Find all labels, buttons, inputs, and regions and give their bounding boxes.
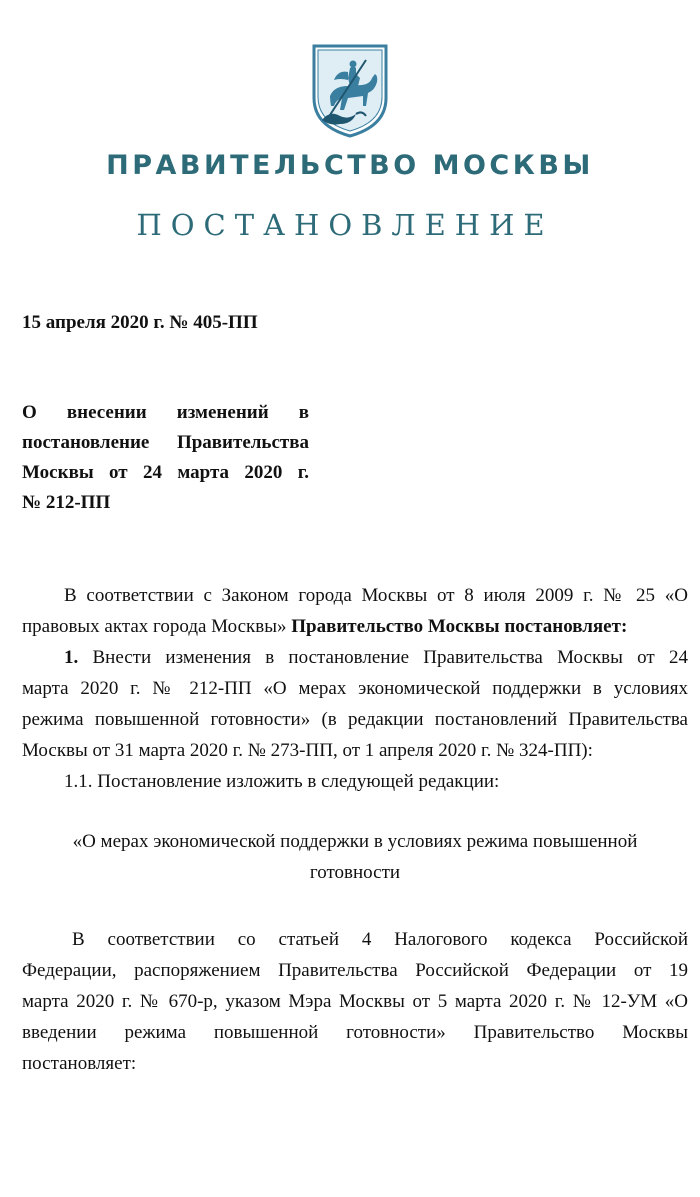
- paragraph-line: марта 2020 г. № 670-р, указом Мэра Москвы от 5 марта 2020 г. № 12-УМ «О: [22, 991, 688, 1012]
- paragraph-line: марта 2020 г. № 212-ПП «О мерах экономической поддержки в условиях: [22, 678, 688, 699]
- paragraph-line: 1.1. Постановление изложить в следующей редакции:: [64, 771, 500, 792]
- paragraph-line: [22, 642, 688, 673]
- paragraph-line: Москвы от 31 марта 2020 г. № 273-ПП, от 1 апреля 2020 г. № 324-ПП):: [22, 740, 593, 761]
- item-1-1-paragraph: [64, 766, 664, 797]
- document-subject: [22, 398, 309, 518]
- paragraph-line: введении режима повышенной готовности» Правительство Москвы: [22, 1022, 688, 1043]
- paragraph-line: режима повышенной готовности» (в редакции постановлений Правительства: [22, 709, 688, 730]
- paragraph-line: готовности: [309, 862, 401, 883]
- paragraph-line: В соответствии со статьей 4 Налогового кодекса Российской: [72, 929, 688, 950]
- paragraph-text: правовых актах города Москвы»: [22, 616, 292, 637]
- new-title-paragraph: [22, 826, 688, 888]
- paragraph-line: В соответствии с Законом города Москвы от 8 июля 2009 г. № 25 «О: [64, 585, 688, 606]
- subject-line: О внесении изменений в: [22, 402, 309, 423]
- paragraph-line: постановляет:: [22, 1053, 137, 1074]
- paragraph-text: Внести изменения в постановление Правительства Москвы от 24: [78, 647, 688, 668]
- government-title: ПРАВИТЕЛЬСТВО МОСКВЫ: [106, 150, 594, 181]
- date-and-number: 15 апреля 2020 г. № 405-ПП: [22, 312, 258, 333]
- subject-line: постановление Правительства: [22, 432, 309, 453]
- moscow-coat-of-arms-icon: [300, 40, 400, 140]
- decree-phrase: Правительство Москвы постановляет:: [291, 616, 628, 637]
- item-1-paragraph: [22, 642, 688, 766]
- new-preamble-paragraph: [22, 924, 688, 1079]
- paragraph-line: «О мерах экономической поддержки в условиях режима повышенной: [72, 831, 638, 852]
- subject-line: Москвы от 24 марта 2020 г.: [22, 462, 309, 483]
- paragraph-line: [22, 611, 688, 642]
- document-type: ПОСТАНОВЛЕНИЕ: [136, 208, 554, 242]
- preamble-paragraph: [22, 580, 688, 642]
- paragraph-line: Федерации, распоряжением Правительства Российской Федерации от 19: [22, 960, 688, 981]
- subject-line: № 212-ПП: [22, 492, 111, 513]
- item-number: 1.: [64, 647, 79, 668]
